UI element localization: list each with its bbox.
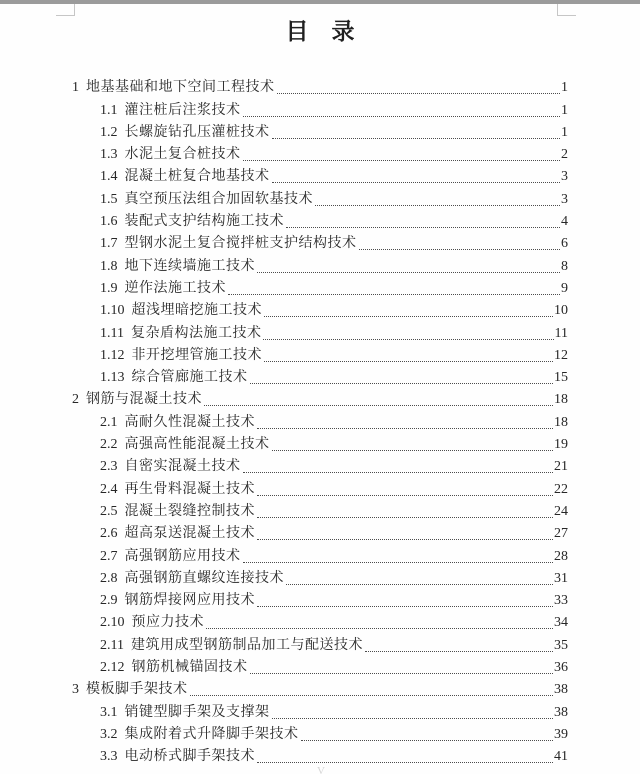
toc-entry-page: 12 [554, 347, 568, 363]
toc-entry[interactable] [72, 521, 568, 543]
toc-entry[interactable] [72, 610, 568, 632]
toc-entry[interactable] [72, 164, 568, 186]
leader-dots [359, 249, 561, 250]
leader-dots [272, 138, 561, 139]
toc-entry-label: 长螺旋钻孔压灌桩技术 [124, 124, 270, 140]
leader-dots [264, 361, 553, 362]
toc-entry-number: 3.3 [100, 749, 118, 765]
leader-dots [206, 628, 553, 629]
toc-entry-number: 1.5 [100, 191, 118, 207]
toc-entry-page: 15 [554, 370, 568, 386]
toc-entry-label: 钢筋焊接网应用技术 [124, 593, 255, 609]
toc-entry-page: 21 [554, 459, 568, 475]
toc-entry[interactable] [72, 97, 568, 119]
leader-dots [228, 294, 560, 295]
toc-entry-page: 31 [554, 570, 568, 586]
toc-entry-label: 高强钢筋应用技术 [124, 548, 241, 564]
toc-entry-number: 1.1 [100, 102, 118, 118]
toc-entry-page: 38 [554, 704, 568, 720]
toc-entry-number: 1.8 [100, 258, 118, 274]
toc-entry-label: 非开挖埋管施工技术 [131, 347, 262, 363]
toc-entry-page: 36 [554, 660, 568, 676]
toc-entry-page: 18 [554, 414, 568, 430]
leader-dots [315, 205, 560, 206]
leader-dots [257, 272, 560, 273]
toc-entry-label: 电动桥式脚手架技术 [124, 749, 255, 765]
toc-entry-page: 19 [554, 437, 568, 453]
toc-entry-number: 2.6 [100, 526, 118, 542]
leader-dots [243, 160, 561, 161]
toc-entry-page: 2 [561, 147, 568, 163]
toc-entry-page: 10 [554, 303, 568, 319]
toc-entry-page: 18 [554, 392, 568, 408]
toc-entry-number: 2.2 [100, 437, 118, 453]
toc-entry[interactable] [72, 655, 568, 677]
toc-entry-label: 建筑用成型钢筋制品加工与配送技术 [130, 637, 363, 653]
toc-entry-label: 装配式支护结构施工技术 [124, 214, 284, 230]
toc-entry-page: 6 [561, 236, 568, 252]
toc-entry[interactable] [72, 365, 568, 387]
toc-entry-page: 38 [554, 682, 568, 698]
toc-entry-label: 销键型脚手架及支撑架 [124, 704, 270, 720]
toc-entry-label: 混凝土裂缝控制技术 [124, 503, 255, 519]
toc-entry-number: 1.12 [100, 347, 125, 363]
toc-entry-number: 2.8 [100, 570, 118, 586]
toc-entry-page: 1 [561, 102, 568, 118]
toc-entry[interactable] [72, 142, 568, 164]
toc-entry[interactable] [72, 744, 568, 766]
toc-entry[interactable] [72, 209, 568, 231]
toc-entry-page: 35 [554, 637, 568, 653]
toc-entry-label: 高强钢筋直螺纹连接技术 [124, 570, 284, 586]
toc-entry-label: 逆作法施工技术 [124, 280, 226, 296]
toc-entry[interactable] [72, 75, 568, 97]
toc-entry[interactable] [72, 298, 568, 320]
leader-dots [263, 339, 553, 340]
toc-entry-number: 1.6 [100, 214, 118, 230]
toc-entry-number: 3.2 [100, 726, 118, 742]
toc-entry-number: 2.1 [100, 414, 118, 430]
leader-dots [257, 495, 553, 496]
toc-entry-label: 钢筋机械锚固技术 [131, 660, 248, 676]
toc-entry-label: 地下连续墙施工技术 [124, 258, 255, 274]
window-top-edge [0, 0, 640, 4]
leader-dots [365, 651, 553, 652]
toc-entry-page: 3 [561, 191, 568, 207]
toc-entry-label: 再生骨料混凝土技术 [124, 481, 255, 497]
toc-entry-number: 3 [72, 682, 79, 698]
toc-entry-label: 综合管廊施工技术 [131, 370, 248, 386]
toc-entry-number: 2.9 [100, 593, 118, 609]
leader-dots [286, 227, 560, 228]
toc-entry[interactable] [72, 722, 568, 744]
leader-dots [257, 428, 553, 429]
toc-entry-label: 高强高性能混凝土技术 [124, 437, 270, 453]
toc-entry[interactable] [72, 499, 568, 521]
toc-entry-page: 9 [561, 280, 568, 296]
leader-dots [243, 472, 554, 473]
leader-dots [264, 316, 553, 317]
toc-entry-number: 2.10 [100, 615, 125, 631]
toc-entry[interactable] [72, 588, 568, 610]
toc-entry-number: 2.5 [100, 503, 118, 519]
toc-entry-page: 1 [561, 80, 568, 96]
toc-entry-label: 复杂盾构法施工技术 [130, 325, 262, 341]
toc-entry-page: 8 [561, 258, 568, 274]
toc-entry-label: 超高泵送混凝土技术 [124, 526, 255, 542]
toc-entry-label: 预应力技术 [131, 615, 204, 631]
toc-entry[interactable] [72, 343, 568, 365]
leader-dots [286, 584, 553, 585]
toc-entry-page: 22 [554, 481, 568, 497]
toc-entry-label: 超浅埋暗挖施工技术 [131, 303, 262, 319]
toc-entry-number: 2.12 [100, 660, 125, 676]
toc-entry-label: 真空预压法组合加固软基技术 [124, 191, 313, 207]
toc-entry-label: 混凝土桩复合地基技术 [124, 169, 270, 185]
toc-entry-label: 模板脚手架技术 [86, 682, 188, 698]
toc-entry-page: 11 [554, 325, 568, 341]
toc-entry-page: 34 [554, 615, 568, 631]
toc-entry[interactable] [72, 543, 568, 565]
toc-entry-label: 高耐久性混凝土技术 [124, 414, 255, 430]
leader-dots [257, 606, 553, 607]
leader-dots [272, 718, 554, 719]
toc-entry-number: 1.3 [100, 147, 118, 163]
toc-entry-number: 2.7 [100, 548, 118, 564]
toc-entry[interactable] [72, 566, 568, 588]
leader-dots [277, 93, 561, 94]
toc-list [72, 75, 568, 766]
toc-entry-number: 1.7 [100, 236, 118, 252]
toc-entry-page: 41 [554, 749, 568, 765]
toc-entry-page: 33 [554, 593, 568, 609]
toc-entry-page: 27 [554, 526, 568, 542]
toc-entry-number: 1.4 [100, 169, 118, 185]
toc-entry-label: 自密实混凝土技术 [124, 459, 241, 475]
toc-entry-number: 1.9 [100, 280, 118, 296]
toc-entry-label: 型钢水泥土复合搅拌桩支护结构技术 [124, 236, 357, 252]
toc-entry-number: 1.10 [100, 303, 125, 319]
leader-dots [250, 673, 554, 674]
leader-dots [243, 116, 561, 117]
toc-entry-page: 24 [554, 503, 568, 519]
toc-entry[interactable] [72, 253, 568, 275]
toc-title: 目 录 [285, 19, 355, 44]
toc-entry[interactable] [72, 387, 568, 409]
toc-entry[interactable] [72, 276, 568, 298]
toc-entry-number: 1 [72, 80, 79, 96]
toc-entry-number: 1.2 [100, 124, 118, 140]
toc-entry-page: 4 [561, 214, 568, 230]
toc-entry[interactable] [72, 476, 568, 498]
toc-entry[interactable] [72, 320, 568, 342]
leader-dots [257, 762, 553, 763]
toc-entry-number: 2.4 [100, 481, 118, 497]
toc-entry[interactable] [72, 409, 568, 431]
toc-entry-page: 28 [554, 548, 568, 564]
toc-entry-number: 2.11 [100, 637, 124, 653]
toc-entry-label: 地基基础和地下空间工程技术 [86, 80, 275, 96]
toc-entry[interactable] [72, 632, 568, 654]
toc-entry[interactable] [72, 699, 568, 721]
toc-entry[interactable] [72, 432, 568, 454]
toc-entry[interactable] [72, 677, 568, 699]
leader-dots [301, 740, 554, 741]
leader-dots [272, 182, 561, 183]
toc-entry-number: 3.1 [100, 704, 118, 720]
leader-dots [243, 562, 554, 563]
toc-entry[interactable] [72, 186, 568, 208]
leader-dots [257, 539, 553, 540]
toc-entry-page: 1 [561, 124, 568, 140]
toc-entry-number: 1.11 [100, 325, 124, 341]
toc-entry[interactable] [72, 231, 568, 253]
toc-entry[interactable] [72, 454, 568, 476]
leader-dots [272, 450, 554, 451]
leader-dots [190, 695, 554, 696]
toc-entry-number: 2 [72, 392, 79, 408]
page-number-footer: V [317, 765, 325, 774]
toc-entry-label: 水泥土复合桩技术 [124, 147, 241, 163]
toc-entry-label: 集成附着式升降脚手架技术 [124, 726, 299, 742]
toc-entry-number: 1.13 [100, 370, 125, 386]
toc-entry-number: 2.3 [100, 459, 118, 475]
leader-dots [250, 383, 554, 384]
toc-entry-page: 3 [561, 169, 568, 185]
toc-entry-page: 39 [554, 726, 568, 742]
toc-entry[interactable] [72, 120, 568, 142]
leader-dots [204, 405, 553, 406]
toc-entry-label: 灌注桩后注浆技术 [124, 102, 241, 118]
leader-dots [257, 517, 553, 518]
toc-entry-label: 钢筋与混凝土技术 [86, 392, 202, 408]
